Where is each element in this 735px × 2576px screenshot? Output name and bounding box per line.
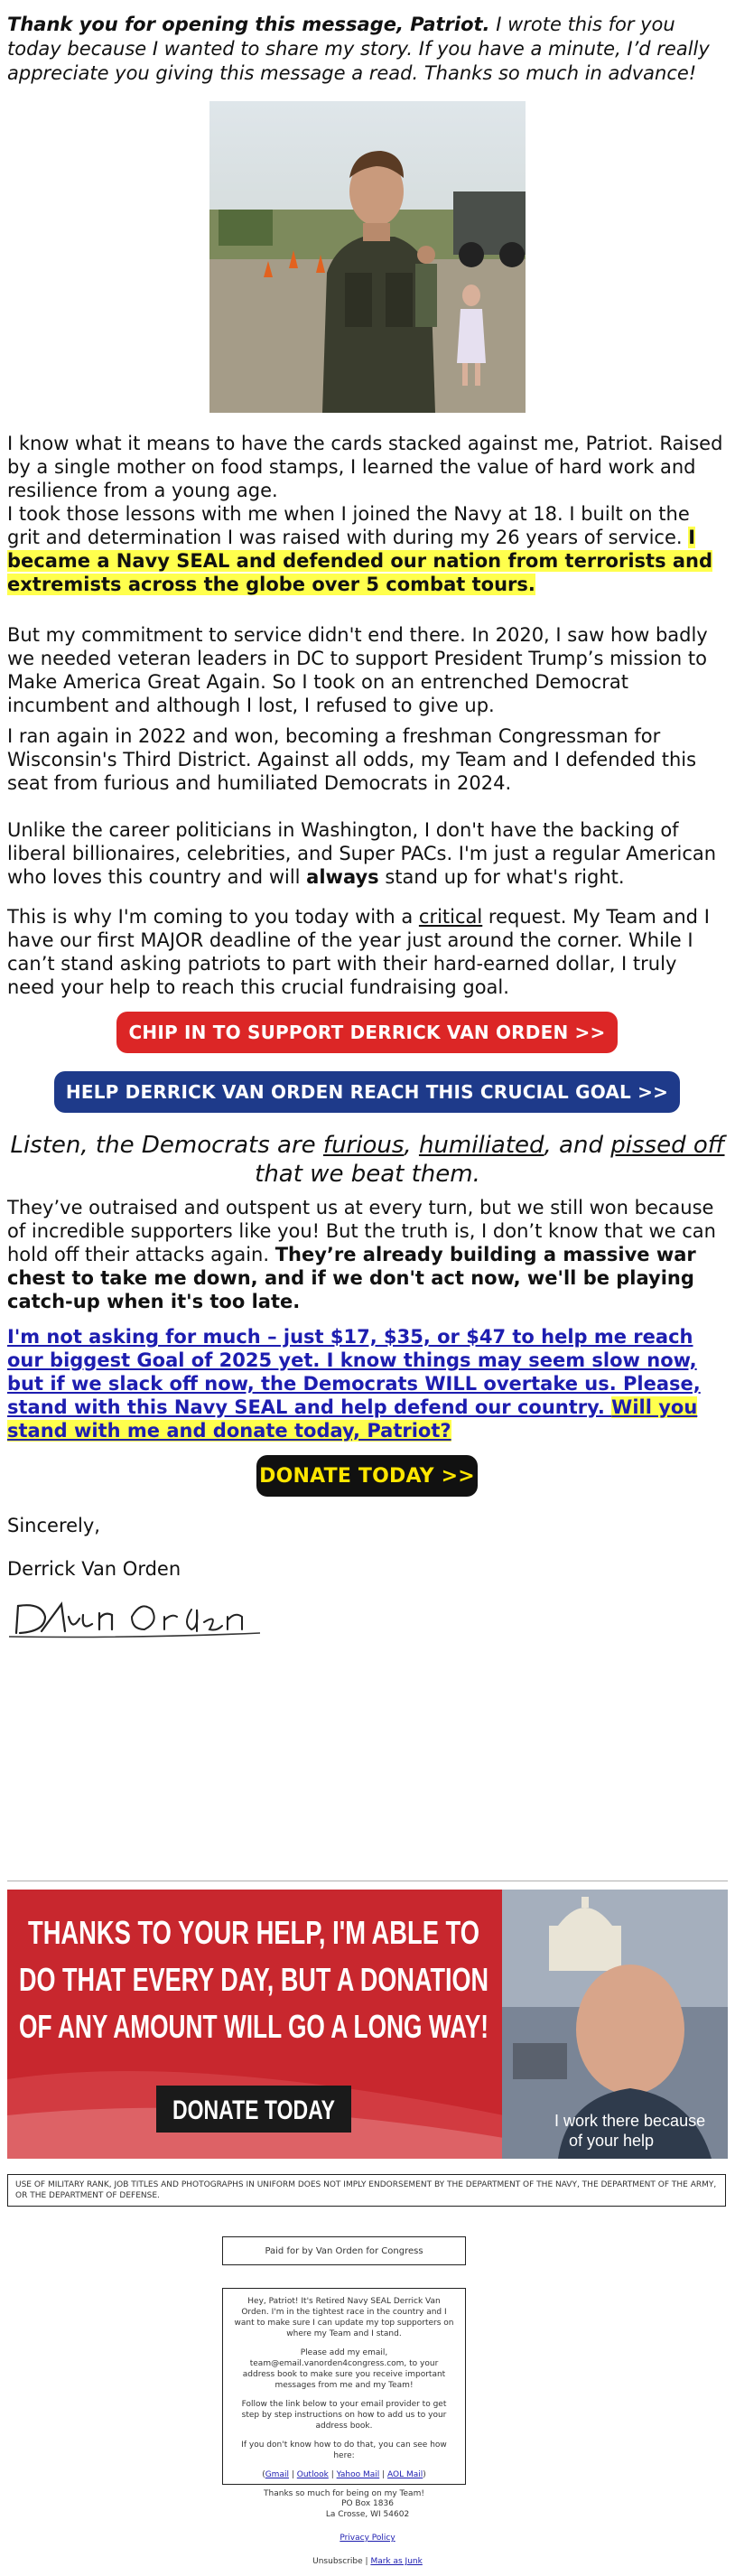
donation-ask-highlight[interactable]: Will you stand with me and donate today, Patriot?	[7, 1396, 698, 1442]
address-book-text-3: Follow the link below to your email provider to get step by step instructions on how to add us to your address book.	[241, 2400, 447, 2431]
outlook-link[interactable]: Outlook	[296, 2470, 329, 2479]
story-paragraph-4: I ran again in 2022 and won, becoming a freshman Congressman for Wisconsin's Third District. Against all odds, my Team and I defended this seat from furious and humiliated Democrats in 2024.	[7, 725, 697, 794]
banner-headline-2: DO THAT EVERY DAY, BUT A DONATION	[19, 1961, 488, 1998]
provider-open-paren: (	[262, 2470, 265, 2479]
banner-headline-3: OF ANY AMOUNT WILL GO A LONG WAY!	[19, 2008, 488, 2045]
story-paragraph-3: But my commitment to service didn't end there. In 2020, I saw how badly we needed veteran leaders in DC to support President Trump’s mission to Make America Great Again. So I took on an entrenched Democrat incumbent and although I lost, I refused to give up.	[7, 624, 708, 716]
pissed-off-word: pissed off	[610, 1132, 725, 1159]
story-paragraph-5-start: Unlike the career politicians in Washington, I don't have the backing of liberal billionaires, celebrities, and Super PACs. I'm just a regular American who loves this country and will	[7, 819, 717, 888]
address-book-text-2: Please add my email, team@email.vanorden4congress.com, to your address book to make sure you receive important messages from me and my Team!	[242, 2348, 446, 2390]
critical-emphasis: critical	[418, 906, 483, 928]
unsubscribe-link[interactable]: Unsubscribe	[312, 2557, 363, 2566]
provider-close-paren: )	[423, 2470, 426, 2479]
listen-sep-2: , and	[544, 1132, 611, 1159]
banner-caption-1: I work there because	[554, 2112, 706, 2130]
sincerely-text: Sincerely,	[7, 1515, 100, 1536]
story-paragraph-1: I know what it means to have the cards stacked against me, Patriot. Raised by a single mother on food stamps, I learned the value of hard work and resilience from a young age.	[7, 433, 723, 501]
humiliated-word: humiliated	[418, 1132, 544, 1159]
story-paragraph-5	[7, 818, 724, 889]
banner-headline-1: THANKS TO YOUR HELP, I'M ABLE TO	[28, 1914, 479, 1951]
banner-donate-text[interactable]: DONATE TODAY	[172, 2095, 335, 2125]
unsubscribe-divider: |	[365, 2557, 368, 2566]
listen-text-b: that we beat them.	[255, 1161, 480, 1188]
intro-paragraph	[7, 13, 721, 86]
story-paragraph-5-end: stand up for what's right.	[378, 866, 625, 888]
unsubscribe-row	[0, 2556, 735, 2567]
story-paragraph-7-text: They’ve outraised and outspent us at every turn, but we still won because of incredible supporters like you! But the truth is, I don’t know that we can hold off their attacks again.	[7, 1197, 716, 1265]
story-paragraph-6	[7, 905, 724, 999]
address-book-text-1: Hey, Patriot! It's Retired Navy SEAL Derrick Van Orden. I'm in the tightest race in the country and I want to make sure I can update my top supporters on where my Team and I stand.	[234, 2297, 454, 2338]
story-paragraph-6-start: This is why I'm coming to you today with a	[7, 906, 419, 928]
provider-sep-3: |	[382, 2470, 386, 2479]
chip-in-button[interactable]: CHIP IN TO SUPPORT DERRICK VAN ORDEN >>	[116, 1012, 618, 1053]
story-paragraph-7	[7, 1196, 724, 1313]
provider-sep-2: |	[330, 2470, 334, 2479]
donation-ask-text[interactable]: I'm not asking for much – just $17, $35, or $47 to help me reach our biggest Goal of 2025 yet. I know things may seem slow now, but if we slack off now, the Democrats WILL overtake us. Please, stand with this Navy SEAL and help defend our country.	[7, 1326, 701, 1418]
city-state-zip: La Crosse, WI 54602	[325, 2510, 410, 2519]
furious-word: furious	[322, 1132, 405, 1159]
privacy-policy-row	[0, 2533, 735, 2543]
banner-graphic[interactable]	[7, 1890, 728, 2159]
po-box: PO Box 1836	[341, 2499, 394, 2508]
signer-name: Derrick Van Orden	[7, 1558, 181, 1580]
story-paragraph-2	[7, 502, 724, 596]
address-book-thanks: Thanks so much for being on my Team!	[264, 2489, 424, 2498]
banner-caption-2: of your help	[569, 2132, 655, 2150]
provider-links	[234, 2469, 454, 2480]
help-reach-goal-button[interactable]: HELP DERRICK VAN ORDEN REACH THIS CRUCIAL GOAL >>	[54, 1071, 680, 1113]
listen-callout	[0, 1131, 735, 1189]
listen-sep-1: ,	[404, 1132, 419, 1159]
address-book-text-4: If you don't know how to do that, you can see how here:	[241, 2441, 447, 2460]
war-chest-emphasis: They’re already building a massive war chest to take me down, and if we don't act now, we'll be playing catch-up when it's too late.	[7, 1244, 696, 1312]
mark-as-junk-link[interactable]: Mark as Junk	[370, 2557, 423, 2566]
navy-seal-photo	[209, 101, 526, 413]
gmail-link[interactable]: Gmail	[265, 2470, 289, 2479]
navy-seal-highlight: I became a Navy SEAL and defended our nation from terrorists and extremists across the globe over 5 combat tours.	[7, 527, 713, 595]
donate-today-button[interactable]: DONATE TODAY >>	[256, 1455, 478, 1497]
intro-text: I wrote this for you today because I wanted to share my story. If you have a minute, I’d really appreciate you giving this message a read. Thanks so much in advance!	[7, 14, 710, 84]
handwritten-signature	[5, 1590, 267, 1644]
aol-mail-link[interactable]: AOL Mail	[387, 2470, 423, 2479]
donate-banner[interactable]	[7, 1890, 728, 2159]
always-emphasis: always	[306, 866, 379, 888]
privacy-policy-link[interactable]: Privacy Policy	[340, 2534, 395, 2543]
donation-ask-link[interactable]	[7, 1325, 726, 1442]
paid-for-box: Paid for by Van Orden for Congress	[222, 2236, 466, 2265]
listen-text-a: Listen, the Democrats are	[10, 1132, 323, 1159]
story-paragraph-6-end: request. My Team and I have our first MAJOR deadline of the year just around the corner. While I can’t stand asking patriots to part with their hard-earned dollar, I truly need your help to reach this crucial fundraising goal.	[7, 906, 710, 998]
military-disclaimer: USE OF MILITARY RANK, JOB TITLES AND PHOTOGRAPHS IN UNIFORM DOES NOT IMPLY ENDORSEMENT BY THE DEPARTMENT OF THE NAVY, THE DEPARTMENT OF THE ARMY, OR THE DEPARTMENT OF DEFENSE.	[7, 2174, 726, 2207]
intro-greeting: Thank you for opening this message, Patriot.	[7, 14, 490, 35]
story-paragraph-2-text: I took those lessons with me when I joined the Navy at 18. I built on the grit and determination I was raised with during my 26 years of service.	[7, 503, 690, 548]
yahoo-mail-link[interactable]: Yahoo Mail	[336, 2470, 380, 2479]
address-book-box	[222, 2288, 466, 2498]
hero-photo	[209, 101, 526, 413]
provider-sep-1: |	[291, 2470, 294, 2479]
